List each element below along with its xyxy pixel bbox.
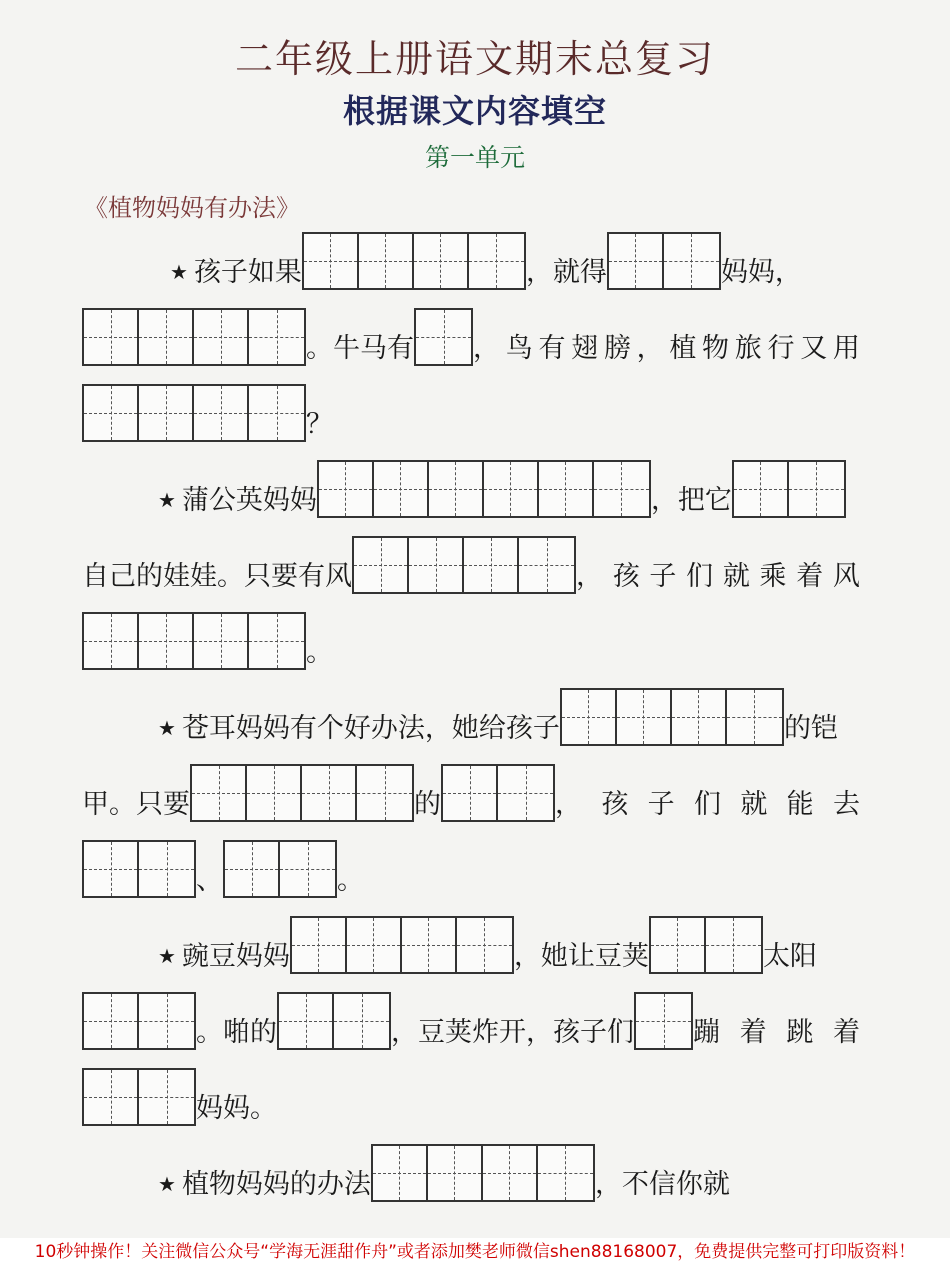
answer-cell[interactable] [249, 386, 304, 440]
question-text: 苍耳妈妈有个好办法，她给孩子 [181, 713, 560, 744]
answer-cell[interactable] [469, 234, 524, 288]
answer-cell[interactable] [374, 462, 429, 516]
answer-cell[interactable] [139, 842, 194, 896]
answer-cell[interactable] [249, 614, 304, 668]
question-text: 甲。只要 [82, 789, 190, 820]
question-text: ，就得 [525, 257, 607, 288]
question-text: 。牛马有 [306, 333, 414, 364]
answer-grid[interactable] [371, 1144, 595, 1202]
question-text: 。 [337, 865, 364, 896]
answer-cell[interactable] [194, 386, 249, 440]
question-text: 的 [414, 789, 441, 820]
question-line [82, 992, 860, 1050]
question-line [82, 840, 364, 898]
answer-grid[interactable] [317, 460, 651, 518]
answer-cell[interactable] [292, 918, 347, 972]
answer-cell[interactable] [402, 918, 457, 972]
answer-cell[interactable] [414, 234, 469, 288]
answer-cell[interactable] [594, 462, 649, 516]
question-line [82, 764, 860, 822]
answer-grid[interactable] [634, 992, 693, 1050]
answer-cell[interactable] [609, 234, 664, 288]
question-text: 。啪的 [196, 1017, 277, 1048]
answer-cell[interactable] [617, 690, 672, 744]
answer-grid[interactable] [441, 764, 555, 822]
answer-cell[interactable] [84, 994, 139, 1048]
answer-grid[interactable] [82, 840, 196, 898]
question-text: ，把它 [650, 485, 732, 516]
answer-cell[interactable] [139, 994, 194, 1048]
answer-grid[interactable] [607, 232, 721, 290]
answer-grid[interactable] [277, 992, 391, 1050]
answer-cell[interactable] [429, 462, 484, 516]
answer-cell[interactable] [357, 766, 412, 820]
answer-cell[interactable] [347, 918, 402, 972]
question-line [170, 232, 802, 290]
question-text: 妈妈， [720, 257, 802, 288]
question-line [158, 688, 838, 746]
answer-cell[interactable] [192, 766, 247, 820]
answer-grid[interactable] [223, 840, 337, 898]
answer-cell[interactable] [562, 690, 617, 744]
answer-cell[interactable] [194, 614, 249, 668]
question-text: 、 [196, 865, 223, 896]
question-text: 太阳 [762, 941, 817, 972]
question-line [82, 536, 860, 594]
page-subtitle: 根据课文内容填空 [342, 92, 607, 130]
answer-grid[interactable] [190, 764, 414, 822]
answer-grid[interactable] [82, 612, 306, 670]
star-icon: ★ [158, 488, 176, 512]
promo-footer: 10秒钟操作！关注微信公众号“学海无涯甜作舟”或者添加樊老师微信shen88168007，免费提供完整可打印版资料！ [0, 1238, 950, 1266]
question-line [82, 384, 333, 442]
answer-grid[interactable] [290, 916, 514, 974]
answer-cell[interactable] [789, 462, 844, 516]
answer-cell[interactable] [539, 462, 594, 516]
answer-grid[interactable] [352, 536, 576, 594]
answer-cell[interactable] [84, 386, 139, 440]
question-text: ， 孩 子 们 就 乘 着 风 [576, 561, 860, 592]
answer-cell[interactable] [139, 386, 194, 440]
answer-grid[interactable] [649, 916, 763, 974]
answer-cell[interactable] [334, 994, 389, 1048]
question-text: 蹦 着 跳 着 [693, 1017, 860, 1048]
answer-grid[interactable] [82, 308, 306, 366]
answer-cell[interactable] [139, 614, 194, 668]
answer-cell[interactable] [651, 918, 706, 972]
question-text: ，豆荚炸开，孩子们 [391, 1017, 634, 1048]
answer-cell[interactable] [302, 766, 357, 820]
answer-grid[interactable] [302, 232, 526, 290]
answer-cell[interactable] [636, 994, 691, 1048]
question-text: 植物妈妈的办法 [181, 1169, 371, 1200]
lesson-title: 《植物妈妈有办法》 [84, 194, 300, 222]
answer-cell[interactable] [538, 1146, 593, 1200]
question-line [158, 460, 846, 518]
answer-grid[interactable] [732, 460, 846, 518]
answer-cell[interactable] [498, 766, 553, 820]
question-line [158, 1144, 730, 1202]
question-text: ，不信你就 [594, 1169, 730, 1200]
answer-cell[interactable] [416, 310, 471, 364]
unit-heading: 第一单元 [424, 143, 525, 172]
question-line [158, 916, 817, 974]
question-text: ？ [306, 409, 333, 440]
answer-grid[interactable] [560, 688, 784, 746]
question-text: 蒲公英妈妈 [181, 485, 317, 516]
answer-cell[interactable] [706, 918, 761, 972]
question-text: ， 孩 子 们 就 能 去 [555, 789, 860, 820]
answer-cell[interactable] [457, 918, 512, 972]
question-text: 孩子如果 [193, 257, 302, 288]
answer-cell[interactable] [483, 1146, 538, 1200]
answer-cell[interactable] [304, 234, 359, 288]
question-text: ，她让豆荚 [513, 941, 649, 972]
answer-cell[interactable] [225, 842, 280, 896]
answer-cell[interactable] [443, 766, 498, 820]
question-line [82, 612, 333, 670]
answer-cell[interactable] [84, 310, 139, 364]
star-icon: ★ [158, 716, 176, 740]
question-text: 的铠 [783, 713, 838, 744]
question-text: 妈妈。 [196, 1093, 277, 1124]
star-icon: ★ [158, 944, 176, 968]
question-line [82, 308, 860, 366]
answer-grid[interactable] [82, 384, 306, 442]
question-text: ， 鸟 有 翅 膀 ， 植 物 旅 行 又 用 [473, 333, 860, 364]
answer-cell[interactable] [428, 1146, 483, 1200]
answer-cell[interactable] [84, 1070, 139, 1124]
answer-cell[interactable] [672, 690, 727, 744]
answer-cell[interactable] [84, 614, 139, 668]
answer-grid[interactable] [414, 308, 473, 366]
answer-cell[interactable] [519, 538, 574, 592]
star-icon: ★ [158, 1172, 176, 1196]
answer-cell[interactable] [354, 538, 409, 592]
question-line [82, 1068, 277, 1126]
answer-cell[interactable] [409, 538, 464, 592]
answer-cell[interactable] [727, 690, 782, 744]
answer-cell[interactable] [84, 842, 139, 896]
answer-cell[interactable] [373, 1146, 428, 1200]
answer-cell[interactable] [664, 234, 719, 288]
page-title: 二年级上册语文期末总复习 [234, 37, 715, 81]
answer-cell[interactable] [734, 462, 789, 516]
answer-cell[interactable] [279, 994, 334, 1048]
answer-cell[interactable] [139, 310, 194, 364]
answer-grid[interactable] [82, 1068, 196, 1126]
answer-cell[interactable] [464, 538, 519, 592]
answer-cell[interactable] [280, 842, 335, 896]
star-icon: ★ [170, 260, 188, 284]
answer-cell[interactable] [139, 1070, 194, 1124]
question-text: 豌豆妈妈 [181, 941, 290, 972]
answer-cell[interactable] [249, 310, 304, 364]
answer-cell[interactable] [359, 234, 414, 288]
answer-cell[interactable] [194, 310, 249, 364]
answer-cell[interactable] [484, 462, 539, 516]
answer-cell[interactable] [319, 462, 374, 516]
answer-cell[interactable] [247, 766, 302, 820]
answer-grid[interactable] [82, 992, 196, 1050]
question-text: 。 [306, 637, 333, 668]
question-text: 自己的娃娃。只要有风 [82, 561, 352, 592]
